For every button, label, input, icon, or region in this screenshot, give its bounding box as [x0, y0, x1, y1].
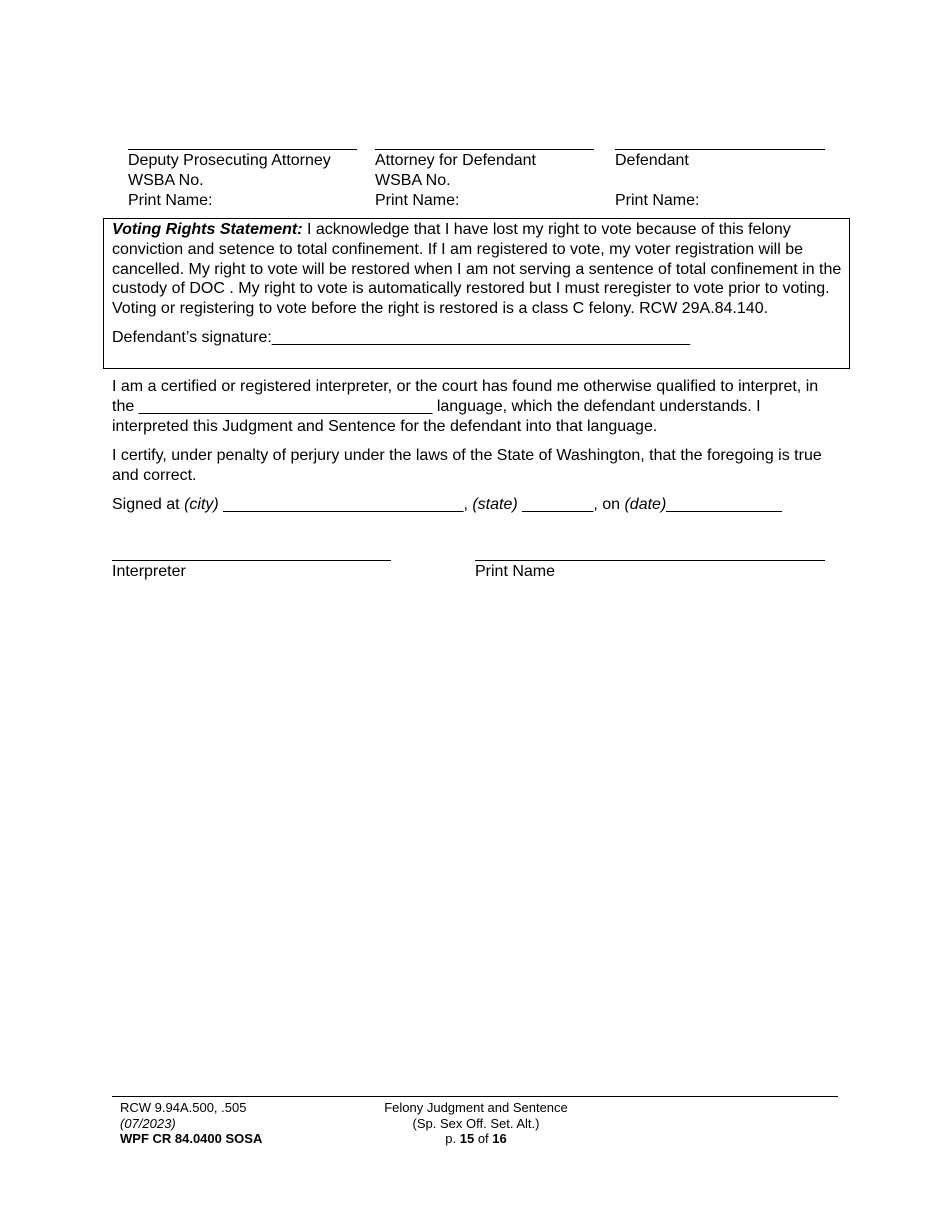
city-label: (city) — [184, 496, 219, 513]
defendant-signature-line — [615, 130, 825, 150]
footer-form-number: WPF CR 84.0400 SOSA — [120, 1131, 263, 1146]
defense-attorney-print-name-label: Print Name: — [375, 192, 460, 209]
prosecutor-title: Deputy Prosecuting Attorney — [128, 152, 331, 169]
defendant-spacer — [615, 171, 825, 191]
language-blank: _________________________________ — [138, 398, 433, 415]
voting-rights-title: Voting Rights Statement: — [112, 221, 303, 238]
prosecutor-signature-block — [128, 130, 357, 211]
footer-revision-date: (07/2023) — [120, 1115, 176, 1131]
footer-rcw: RCW 9.94A.500, .505 — [120, 1100, 247, 1115]
print-name-line — [475, 560, 825, 561]
voting-rights-paragraph — [112, 220, 849, 319]
defense-attorney-wsba-label: WSBA No. — [375, 172, 451, 189]
footer-subtitle: (Sp. Sex Off. Set. Alt.) — [412, 1115, 540, 1131]
page-of: of — [477, 1131, 489, 1146]
interpreter-statement — [112, 377, 832, 437]
footer-center — [336, 1100, 616, 1147]
defendant-signature-block — [615, 130, 825, 211]
date-label: (date) — [624, 496, 667, 513]
defense-attorney-title: Attorney for Defendant — [375, 152, 536, 169]
page-total: 16 — [492, 1131, 507, 1146]
signed-at-line — [112, 495, 832, 515]
on-text: , on — [593, 496, 621, 513]
interpreter-text-2: language, which the defendant understands. I interpreted this Judgment and Sentence for the defendant into that language. — [112, 398, 761, 435]
date-blank: _____________ — [666, 496, 782, 513]
city-blank: ___________________________ — [223, 496, 464, 513]
certify-statement: I certify, under penalty of perjury under the laws of the State of Washington, that the foregoing is true and correct. — [112, 447, 822, 484]
defendant-signature-blank: _______________________________________________ — [271, 328, 691, 346]
print-name-label: Print Name — [475, 563, 556, 580]
footer-left — [120, 1100, 262, 1147]
footer-page-number — [336, 1131, 616, 1147]
prosecutor-print-name-label: Print Name: — [128, 192, 213, 209]
footer-divider — [112, 1096, 838, 1097]
interpreter-signature-line — [112, 560, 391, 561]
signed-prefix: Signed at — [112, 496, 180, 513]
state-blank: ________ — [522, 496, 594, 513]
defendant-signature-row — [112, 328, 849, 348]
defendant-print-name-label: Print Name: — [615, 192, 700, 209]
comma: , — [463, 496, 468, 513]
state-label: (state) — [472, 496, 518, 513]
footer-title: Felony Judgment and Sentence — [384, 1100, 568, 1115]
interpreter-text-1: I am a certified or registered interpreter, or the court has found me otherwise qualified to interpret, in the — [112, 378, 819, 415]
prosecutor-signature-line — [128, 130, 357, 150]
prosecutor-wsba-label: WSBA No. — [128, 172, 204, 189]
interpreter-label: Interpreter — [112, 563, 186, 580]
page-prefix: p. — [445, 1131, 457, 1146]
voting-rights-box — [103, 218, 850, 369]
defendant-title: Defendant — [615, 152, 689, 169]
defense-attorney-signature-line — [375, 130, 594, 150]
page-current: 15 — [459, 1131, 475, 1146]
defendant-signature-label: Defendant’s signature: — [112, 328, 272, 346]
defense-attorney-signature-block — [375, 130, 594, 211]
voting-rights-body: I acknowledge that I have lost my right to vote because of this felony conviction and setence to total confinement. If I am registered to vote, my voter registration will be cancelled. My right to vote will be restored when I am not serving a sentence of total confinement in the custody of DOC . My right to vote is automatically restored but I must reregister to vote prior to voting. Voting or registering to vote before the right is restored is a class C felony. RCW 29A.84.140. — [112, 221, 842, 318]
